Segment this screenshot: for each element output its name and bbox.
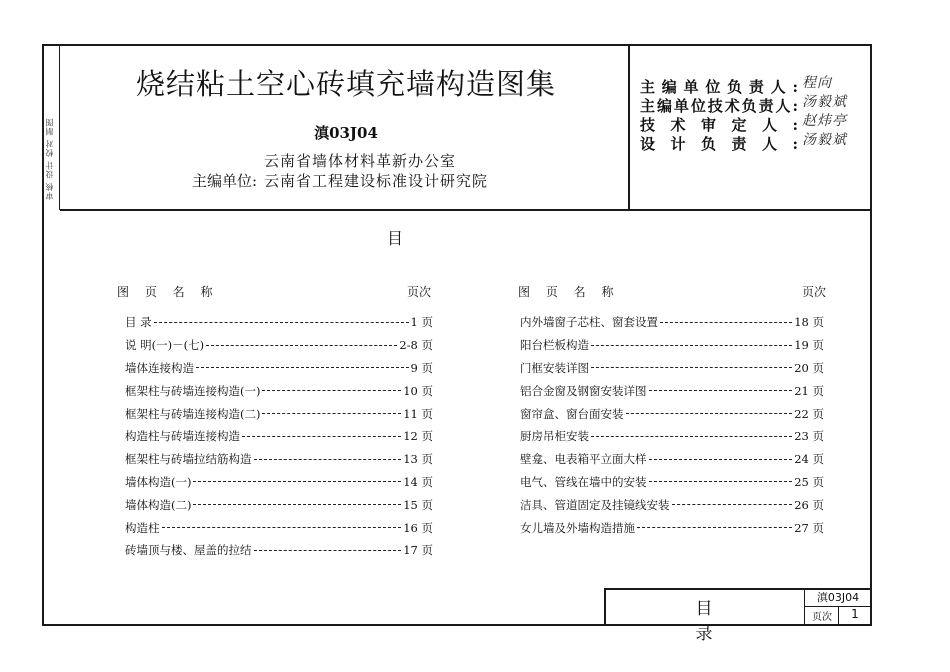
leader-line [591,436,792,437]
toc-entry-page: 20 页 [794,360,824,375]
responsibility-label: 主编单位技术负责人: [640,97,798,115]
toc-entry-page: 2-8 页 [399,338,433,353]
toc-entry-name: 电气、管线在墙中的安装 [520,474,647,489]
toc-entry[interactable] [125,357,433,380]
toc-entry[interactable] [125,379,433,402]
toc-entry-page: 19 页 [794,338,824,353]
toc-entry-page: 24 页 [794,452,824,467]
contents-left-column [125,311,433,562]
leader-line [193,481,401,482]
toc-entry-name: 框架柱与砖墙拉结筋构造 [125,452,252,467]
toc-entry-page: 15 页 [403,497,433,512]
toc-entry-page: 21 页 [794,383,824,398]
toc-entry-page: 27 页 [794,520,824,535]
toc-entry-page: 14 页 [403,474,433,489]
leader-line [154,322,409,323]
binding-strip-signatures: 审核 设计 校对 制图 [45,117,54,200]
toc-entry-name: 砖墙顶与楼、屋盖的拉结 [125,543,252,558]
toc-entry[interactable] [520,379,824,402]
toc-entry[interactable] [520,402,824,425]
toc-entry-name: 构造柱与砖墙连接构造 [125,429,240,444]
toc-entry[interactable] [125,448,433,471]
toc-entry-page: 9 页 [410,360,433,375]
toc-entry[interactable] [125,425,433,448]
toc-entry-page: 18 页 [794,315,824,330]
toc-entry-name: 墙体构造(二) [125,497,192,512]
toc-entry-name: 框架柱与砖墙连接构造(二) [125,406,261,421]
responsibility-row [640,94,847,116]
leader-line [262,413,401,414]
toc-entry-page: 1 页 [410,315,433,330]
toc-entry-name: 铝合金窗及钢窗安装详图 [520,383,647,398]
toc-entry-name: 洁具、管道固定及挂镜线安装 [520,497,670,512]
leader-line [591,345,792,346]
toc-entry[interactable] [520,471,824,494]
toc-entry-page: 26 页 [794,497,824,512]
responsibility-row [640,132,847,154]
title-block-code: 滇03J04 [816,591,860,604]
toc-entry[interactable] [520,425,824,448]
column-header-name: 图 页 名 称 [518,285,620,299]
toc-entry-name: 壁龛、电表箱平立面大样 [520,452,647,467]
editor-organizations [264,151,488,191]
toc-entry-name: 说 明(一)－(七) [125,338,205,353]
title-block-divider [838,606,839,624]
toc-entry[interactable] [125,334,433,357]
toc-entry[interactable] [520,493,824,516]
toc-entry[interactable] [125,493,433,516]
toc-entry[interactable] [520,334,824,357]
column-header-name: 图 页 名 称 [117,285,219,299]
atlas-code: 滇03J04 [314,124,378,142]
toc-entry-page: 16 页 [403,520,433,535]
editor-org: 云南省工程建设标准设计研究院 [264,172,489,190]
leader-line [649,481,793,482]
toc-entry[interactable] [125,539,433,562]
responsibility-label: 设计负责人: [640,135,798,153]
toc-entry-name: 内外墙窗子芯柱、窗套设置 [520,315,658,330]
leader-line [262,390,401,391]
editor-org: 云南省墙体材料革新办公室 [264,152,457,170]
header-column-divider [628,44,630,210]
leader-line [196,367,409,368]
toc-entry-name: 阳台栏板构造 [520,338,589,353]
leader-line [591,367,792,368]
toc-entry[interactable] [125,402,433,425]
signature: 汤毅斌 [802,132,847,148]
column-header-page: 页次 [407,285,432,299]
leader-line [649,459,793,460]
toc-entry-page: 12 页 [403,429,433,444]
toc-entry-name: 目 录 [125,315,152,330]
leader-line [649,390,793,391]
toc-entry[interactable] [520,516,824,539]
leader-line [206,345,397,346]
signature: 程向 [802,75,832,91]
leader-line [660,322,792,323]
leader-line [254,459,402,460]
leader-line [242,436,401,437]
atlas-title: 烧结粘土空心砖填充墙构造图集 [135,67,556,101]
editor-label: 主编单位: [192,172,258,190]
responsibility-label: 技术审定人: [640,116,798,134]
toc-entry[interactable] [125,311,433,334]
signature: 汤毅斌 [802,94,847,110]
toc-entry-page: 23 页 [794,429,824,444]
title-block-page-number: 1 [851,607,859,621]
leader-line [637,527,792,528]
toc-entry-page: 17 页 [403,543,433,558]
leader-line [193,504,401,505]
toc-entry[interactable] [520,311,824,334]
toc-entry-name: 女儿墙及外墙构造措施 [520,520,635,535]
header-divider [60,209,870,211]
leader-line [254,550,402,551]
toc-entry-page: 22 页 [794,406,824,421]
contents-right-column [520,311,824,539]
toc-entry-name: 墙体构造(一) [125,474,192,489]
contents-title: 目 [386,229,403,248]
toc-entry-name: 窗帘盒、窗台面安装 [520,406,624,421]
toc-entry[interactable] [520,357,824,380]
title-block-title: 目录 [695,599,775,644]
responsibility-label: 主编单位负责人: [640,78,798,96]
toc-entry-name: 厨房吊柜安装 [520,429,589,444]
toc-entry-page: 25 页 [794,474,824,489]
signature: 赵炜亭 [802,113,847,129]
toc-entry-page: 11 页 [403,406,433,421]
toc-entry-page: 13 页 [403,452,433,467]
responsibility-row [640,113,847,135]
toc-entry-name: 墙体连接构造 [125,360,194,375]
leader-line [626,413,793,414]
responsibility-list [640,75,847,154]
leader-line [672,504,793,505]
responsibility-row [640,75,832,97]
leader-line [162,527,402,528]
title-block-page-label: 页次 [812,612,832,623]
toc-entry-name: 框架柱与砖墙连接构造(一) [125,383,261,398]
column-header-page: 页次 [802,285,827,299]
toc-entry-page: 10 页 [403,383,433,398]
toc-entry[interactable] [125,516,433,539]
toc-entry[interactable] [520,448,824,471]
toc-entry-name: 构造柱 [125,520,160,535]
toc-entry[interactable] [125,471,433,494]
toc-entry-name: 门框安装详图 [520,360,589,375]
